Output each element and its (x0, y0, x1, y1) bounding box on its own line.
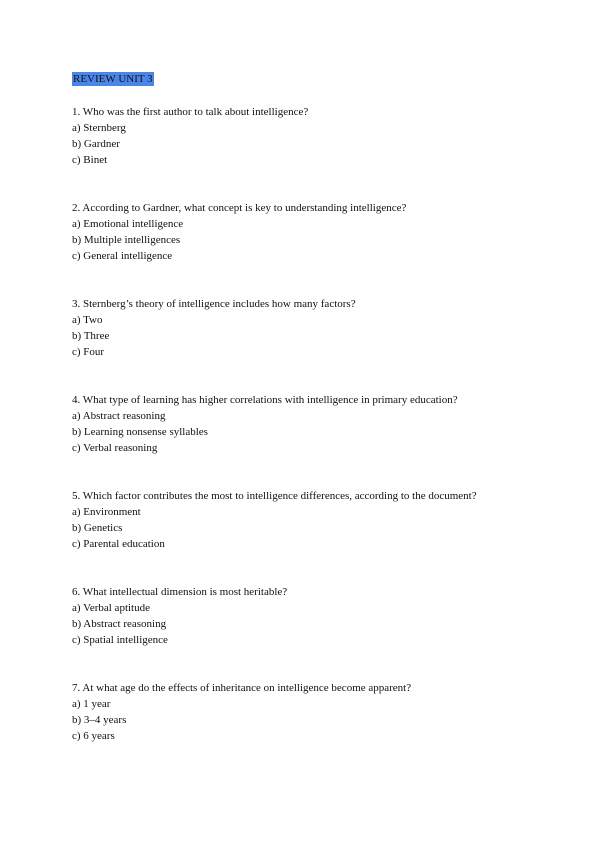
question-option: b) Multiple intelligences (72, 234, 181, 246)
question-option: c) Spatial intelligence (72, 634, 168, 646)
question-2 (72, 200, 542, 264)
question-option: c) Four (72, 346, 105, 358)
document-page (72, 72, 542, 742)
question-option: b) Gardner (72, 138, 120, 150)
document-title: REVIEW UNIT 3 (73, 73, 153, 85)
question-option: a) Abstract reasoning (72, 410, 166, 422)
question-6 (72, 584, 542, 648)
question-option: b) Three (72, 330, 110, 342)
question-option: a) Emotional intelligence (72, 218, 184, 230)
question-text: 3. Sternberg’s theory of intelligence includes how many factors? (72, 298, 356, 310)
question-option: b) 3–4 years (72, 714, 127, 726)
question-option: a) Environment (72, 506, 141, 518)
question-option: c) Verbal reasoning (72, 442, 158, 454)
question-option: c) General intelligence (72, 250, 173, 262)
question-option: a) 1 year (72, 698, 111, 710)
question-text: 2. According to Gardner, what concept is key to understanding intelligence? (72, 202, 407, 214)
question-option: c) Parental education (72, 538, 165, 550)
question-7 (72, 680, 542, 744)
question-4 (72, 392, 542, 456)
question-option: b) Learning nonsense syllables (72, 426, 208, 438)
question-option: a) Two (72, 314, 103, 326)
question-5 (72, 488, 542, 552)
question-3 (72, 296, 542, 360)
question-text: 6. What intellectual dimension is most heritable? (72, 586, 288, 598)
question-option: b) Genetics (72, 522, 123, 534)
question-option: c) Binet (72, 154, 108, 166)
question-text: 7. At what age do the effects of inheritance on intelligence become apparent? (72, 682, 412, 694)
question-option: c) 6 years (72, 730, 115, 742)
question-1 (72, 104, 542, 168)
question-option: a) Sternberg (72, 122, 126, 134)
question-option: b) Abstract reasoning (72, 618, 167, 630)
question-text: 1. Who was the first author to talk about intelligence? (72, 106, 309, 118)
question-option: a) Verbal aptitude (72, 602, 150, 614)
question-text: 4. What type of learning has higher correlations with intelligence in primary education? (72, 394, 458, 406)
question-text: 5. Which factor contributes the most to intelligence differences, according to the document? (72, 490, 477, 502)
